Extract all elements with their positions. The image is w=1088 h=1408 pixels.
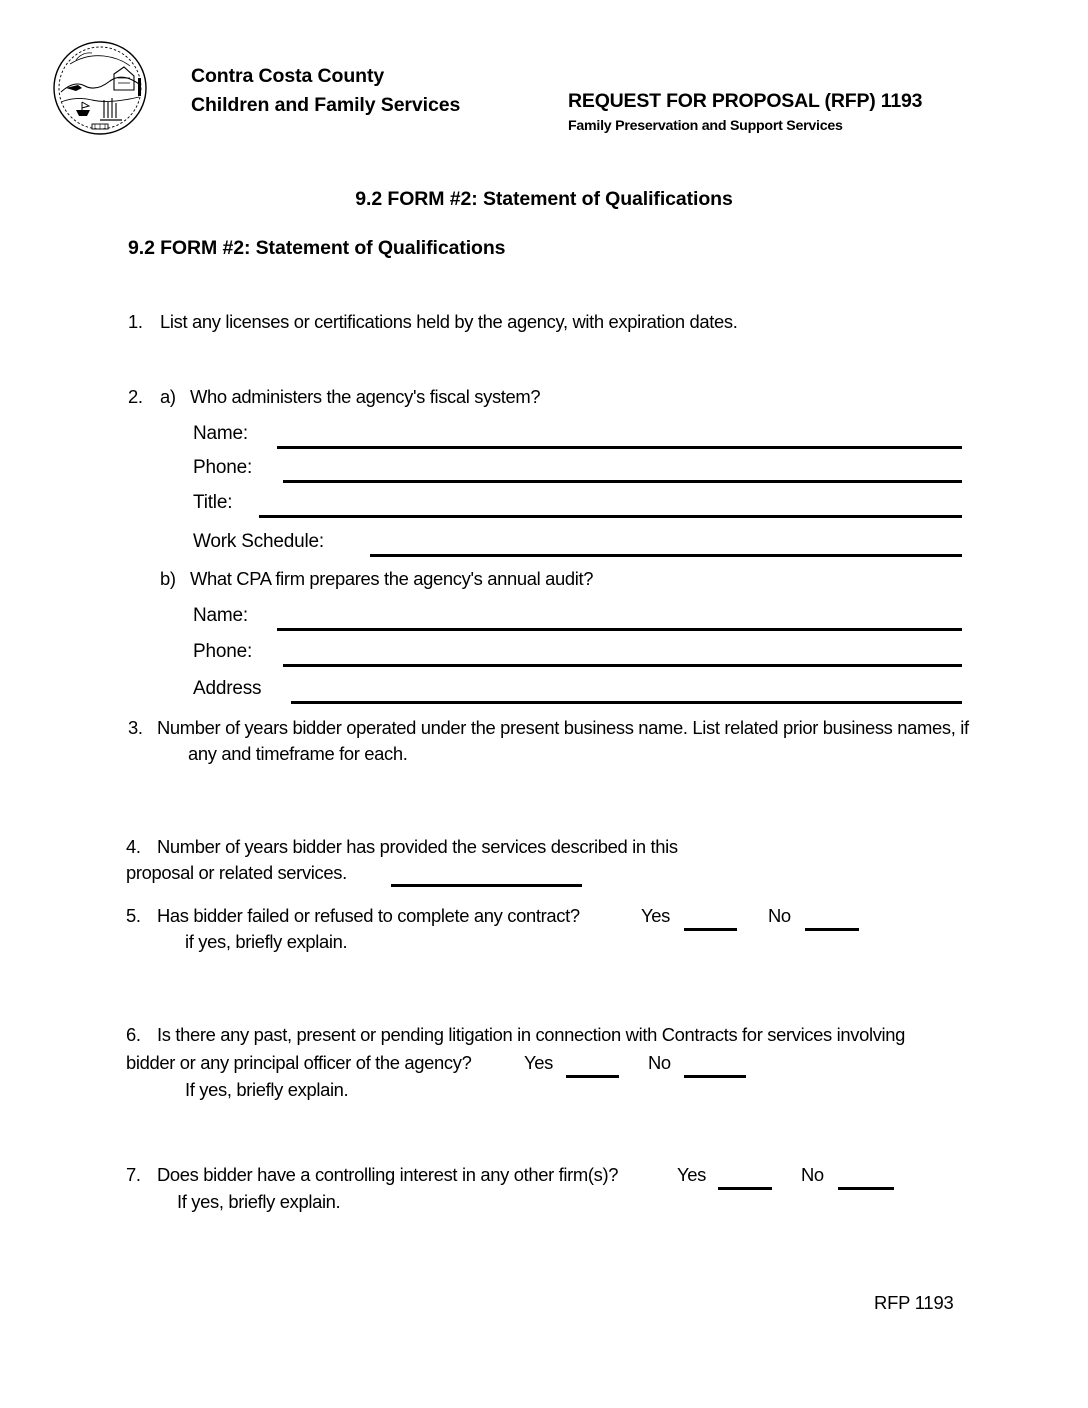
field-input-phone-cpa[interactable] [283,664,962,667]
form-title-centered: 9.2 FORM #2: Statement of Qualifications [355,188,733,210]
question-6-yes-blank[interactable] [566,1075,619,1078]
question-2b-text: What CPA firm prepares the agency's annual audit? [190,568,594,589]
question-6-yes-label: Yes [524,1052,553,1073]
agency-name-block [191,62,460,120]
question-7-yes-label: Yes [677,1164,706,1185]
question-5-number: 5. [126,905,141,926]
page-footer: RFP 1193 [874,1292,954,1313]
question-6-line-2: bidder or any principal officer of the agency? [126,1052,472,1073]
page-header [0,0,1088,150]
question-6-follow-up: If yes, briefly explain. [185,1079,349,1100]
field-label-work-schedule: Work Schedule: [193,531,324,552]
question-5-text: Has bidder failed or refused to complete any contract? [157,905,580,926]
county-seal-icon [52,40,148,136]
question-4-line-2: proposal or related services. [126,862,347,883]
question-1-number: 1. [128,311,143,332]
question-6-no-label: No [648,1052,671,1073]
question-3-line-1: Number of years bidder operated under the present business name. List related prior business names, if [157,717,969,738]
field-input-address-cpa[interactable] [291,701,962,704]
question-5-follow-up: if yes, briefly explain. [185,931,348,952]
rfp-subtitle: Family Preservation and Support Services [568,118,843,134]
question-6-number: 6. [126,1024,141,1045]
question-5-yes-blank[interactable] [684,928,737,931]
question-7-follow-up: If yes, briefly explain. [177,1191,341,1212]
form-title-left: 9.2 FORM #2: Statement of Qualifications [128,237,506,259]
question-7-yes-blank[interactable] [718,1187,772,1190]
question-7-text: Does bidder have a controlling interest in any other firm(s)? [157,1164,619,1185]
question-5-no-label: No [768,905,791,926]
field-input-name-fiscal[interactable] [277,446,962,449]
question-2b-marker: b) [160,568,176,589]
question-3-number: 3. [128,717,143,738]
question-6-line-1: Is there any past, present or pending litigation in connection with Contracts for services involving [157,1024,906,1045]
field-label-name-cpa: Name: [193,605,248,626]
field-input-work-schedule[interactable] [370,554,962,557]
question-1-text: List any licenses or certifications held by the agency, with expiration dates. [160,311,738,332]
field-label-address-cpa: Address [193,678,262,699]
field-input-phone-fiscal[interactable] [283,480,962,483]
question-3-line-2: any and timeframe for each. [188,743,408,764]
question-2a-text: Who administers the agency's fiscal system? [190,386,541,407]
agency-name-line-2: Children and Family Services [191,93,461,116]
rfp-title-block [568,90,922,134]
question-7-no-label: No [801,1164,824,1185]
question-7-no-blank[interactable] [838,1187,894,1190]
question-4-answer-blank[interactable] [391,884,582,887]
field-label-name-fiscal: Name: [193,423,248,444]
question-4-number: 4. [126,836,141,857]
question-4-line-1: Number of years bidder has provided the services described in this [157,836,678,857]
question-5-no-blank[interactable] [805,928,859,931]
question-5-yes-label: Yes [641,905,670,926]
question-6-no-blank[interactable] [684,1075,746,1078]
rfp-title: REQUEST FOR PROPOSAL (RFP) 1193 [568,90,923,112]
question-7-number: 7. [126,1164,141,1185]
field-label-phone-cpa: Phone: [193,641,253,662]
field-label-title-fiscal: Title: [193,492,233,513]
question-2-number: 2. [128,386,143,407]
field-input-title-fiscal[interactable] [259,515,962,518]
agency-name-line-1: Contra Costa County [191,65,385,87]
question-2a-marker: a) [160,386,176,407]
field-input-name-cpa[interactable] [277,628,962,631]
field-label-phone-fiscal: Phone: [193,457,253,478]
